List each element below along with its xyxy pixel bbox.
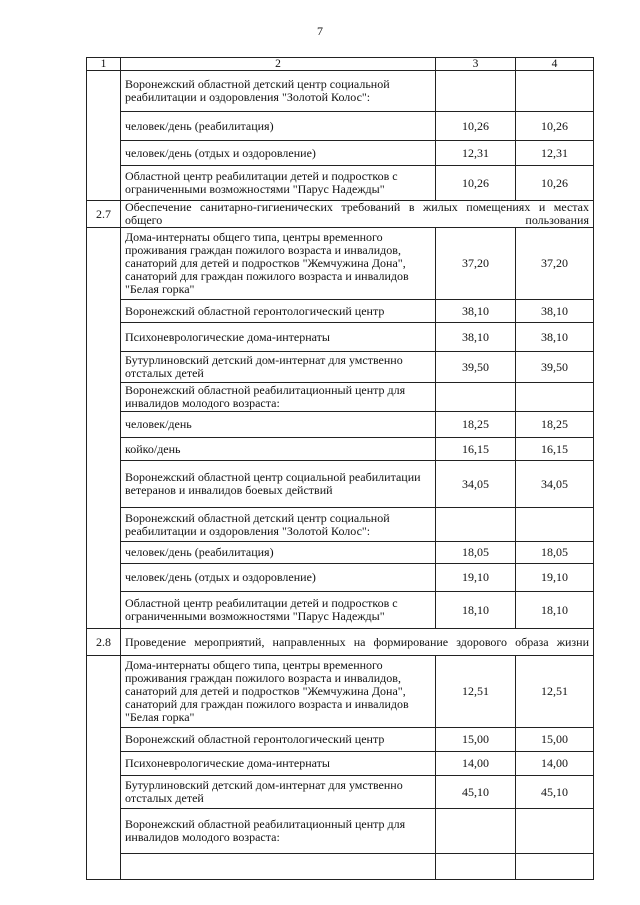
row-col3: 34,05 [436,461,516,508]
row-col3: 10,26 [436,112,516,141]
row-label: человек/день [121,412,436,438]
row-col3: 39,50 [436,352,516,383]
section-title: Проведение мероприятий, направленных на формирование здорового образа жизни [121,629,594,656]
table-row [87,542,594,564]
table-row [87,166,594,201]
row-col3: 16,15 [436,438,516,461]
table-row [87,300,594,323]
header-col-1: 1 [87,58,121,71]
row-col3 [436,508,516,542]
row-col4: 12,51 [516,656,594,728]
row-col3: 10,26 [436,166,516,201]
row-label: Воронежский областной геронтологический центр [121,728,436,752]
row-col4: 15,00 [516,728,594,752]
table-row [87,776,594,809]
row-col3: 45,10 [436,776,516,809]
row-label: Воронежский областной детский центр социальной реабилитации и оздоровления "Золотой Колос": [121,71,436,112]
row-label: человек/день (реабилитация) [121,112,436,141]
table-row [87,71,594,112]
row-col3 [436,71,516,112]
row-col3: 37,20 [436,228,516,300]
table-row [87,461,594,508]
row-col3: 38,10 [436,300,516,323]
row-col3: 12,51 [436,656,516,728]
row-label: Воронежский областной геронтологический центр [121,300,436,323]
row-label: Воронежский областной реабилитационный центр для инвалидов молодого возраста: [121,383,436,412]
table-row [87,438,594,461]
row-col3: 18,05 [436,542,516,564]
row-label: Воронежский областной детский центр социальной реабилитации и оздоровления "Золотой Колос": [121,508,436,542]
row-col4: 14,00 [516,752,594,776]
table-row [87,141,594,166]
section-title: Обеспечение санитарно-гигиенических требований в жилых помещениях и местах общего пользования [121,201,594,228]
row-label: Психоневрологические дома-интернаты [121,323,436,352]
table-row [87,809,594,854]
row-col4: 18,05 [516,542,594,564]
section-number: 2.7 [87,201,121,228]
row-col4-empty [516,854,594,880]
row-col3: 12,31 [436,141,516,166]
row-label: человек/день (отдых и оздоровление) [121,141,436,166]
row-col4 [516,383,594,412]
row-col4: 10,26 [516,112,594,141]
row-col4: 10,26 [516,166,594,201]
row-label: Дома-интернаты общего типа, центры временного проживания граждан пожилого возраста и инвалидов, санаторий для детей и подростков "Жемчужина Дона", санаторий для граждан пожилого возраста и инвалидов "Белая горка" [121,656,436,728]
row-col3: 15,00 [436,728,516,752]
row-col4: 19,10 [516,564,594,592]
table-row [87,656,594,728]
row-label: человек/день (реабилитация) [121,542,436,564]
row-col4: 38,10 [516,300,594,323]
row-col4: 38,10 [516,323,594,352]
table-row [87,752,594,776]
row-number-cell [87,228,121,629]
table-row [87,592,594,629]
table-row-empty [87,854,594,880]
row-col3: 18,25 [436,412,516,438]
row-col3: 18,10 [436,592,516,629]
row-number-cell [87,656,121,880]
row-label: человек/день (отдых и оздоровление) [121,564,436,592]
table-row [87,508,594,542]
row-col4: 39,50 [516,352,594,383]
row-col4 [516,71,594,112]
tariff-table [86,57,594,880]
row-col3: 14,00 [436,752,516,776]
row-label: Дома-интернаты общего типа, центры временного проживания граждан пожилого возраста и инвалидов, санаторий для детей и подростков "Жемчужина Дона", санаторий для граждан пожилого возраста и инвалидов "Белая горка" [121,228,436,300]
section-number: 2.8 [87,629,121,656]
row-label: Бутурлиновский детский дом-интернат для умственно отсталых детей [121,776,436,809]
section-row [87,201,594,228]
row-label: койко/день [121,438,436,461]
table-row [87,564,594,592]
table-row [87,383,594,412]
row-col4: 12,31 [516,141,594,166]
table-header-row [87,58,594,71]
section-row [87,629,594,656]
page-number: 7 [317,24,323,38]
header-col-4: 4 [516,58,594,71]
row-number-cell [87,71,121,201]
row-col3 [436,383,516,412]
row-label-empty [121,854,436,880]
table-row [87,352,594,383]
row-col4: 34,05 [516,461,594,508]
table-row [87,112,594,141]
row-label: Воронежский областной реабилитационный центр для инвалидов молодого возраста: [121,809,436,854]
row-col4 [516,809,594,854]
header-col-3: 3 [436,58,516,71]
row-col4 [516,508,594,542]
row-col3-empty [436,854,516,880]
row-col4: 37,20 [516,228,594,300]
row-col4: 16,15 [516,438,594,461]
row-label: Воронежский областной центр социальной реабилитации ветеранов и инвалидов боевых действий [121,461,436,508]
row-label: Областной центр реабилитации детей и подростков с ограниченными возможностями "Парус Надежды" [121,166,436,201]
row-col3: 38,10 [436,323,516,352]
row-col4: 18,25 [516,412,594,438]
table-row [87,323,594,352]
table-row [87,412,594,438]
row-col3: 19,10 [436,564,516,592]
row-label: Областной центр реабилитации детей и подростков с ограниченными возможностями "Парус Надежды" [121,592,436,629]
table-row [87,728,594,752]
header-col-2: 2 [121,58,436,71]
row-col4: 45,10 [516,776,594,809]
row-col4: 18,10 [516,592,594,629]
row-col3 [436,809,516,854]
table-row [87,228,594,300]
row-label: Психоневрологические дома-интернаты [121,752,436,776]
row-label: Бутурлиновский детский дом-интернат для умственно отсталых детей [121,352,436,383]
